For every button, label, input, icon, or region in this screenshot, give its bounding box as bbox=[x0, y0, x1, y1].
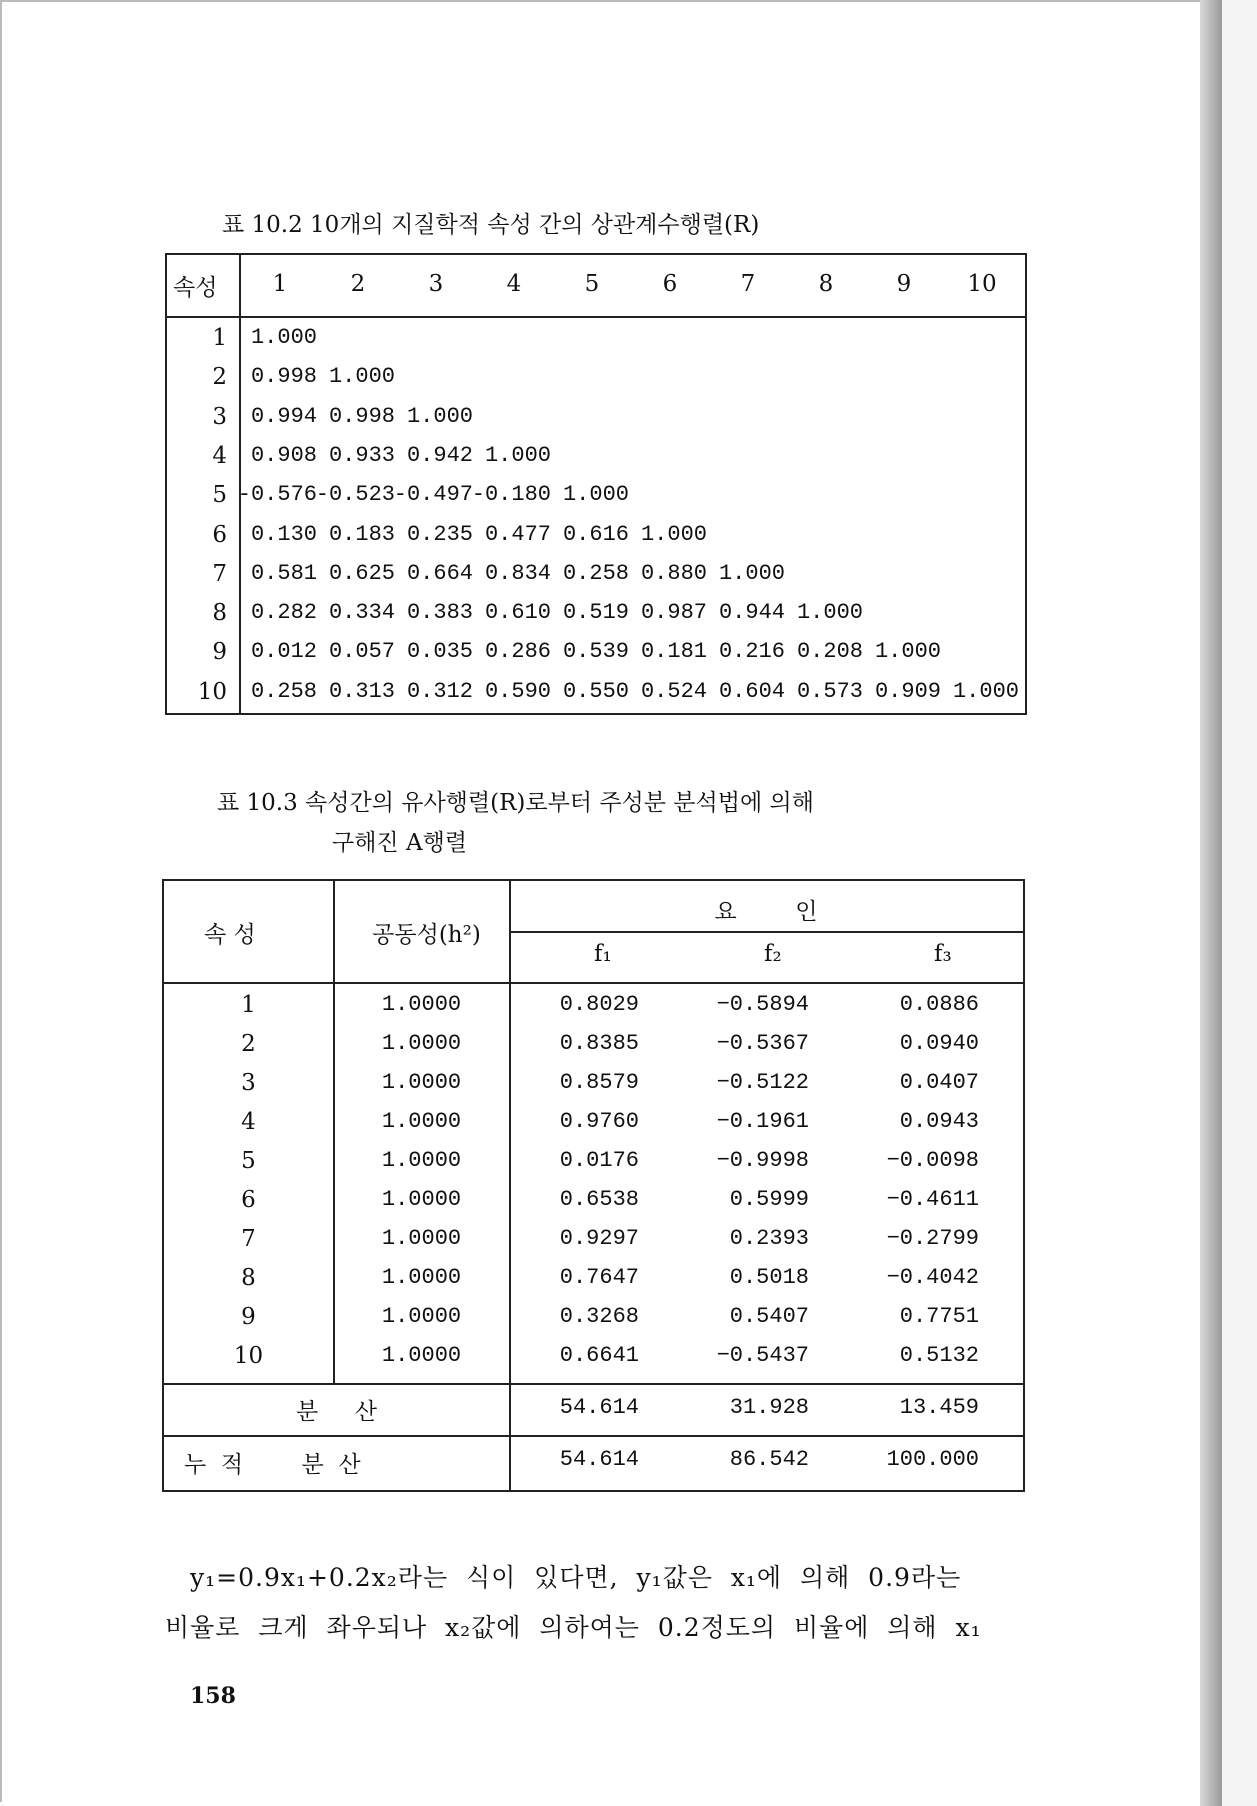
table2-variance: 31.928 bbox=[729, 1395, 809, 1420]
table2-factor-loading: 0.9760 bbox=[559, 1109, 639, 1134]
table1-cell: -0.497 bbox=[393, 482, 473, 508]
table1-col-header: 5 bbox=[584, 271, 600, 297]
table2-factor-loading: 0.6641 bbox=[559, 1343, 639, 1368]
table2-attr: 10 bbox=[233, 1343, 264, 1369]
table2-factor-loading: −0.4042 bbox=[886, 1265, 979, 1290]
table2-factor-loading: −0.1961 bbox=[716, 1109, 809, 1134]
table1-col-header: 6 bbox=[662, 271, 678, 297]
table1-corner-label: 속성 bbox=[173, 275, 218, 301]
table2-factor-divider bbox=[509, 931, 1023, 933]
table1-col-header: 3 bbox=[428, 271, 444, 297]
table2-factor-loading: 0.0886 bbox=[899, 992, 979, 1017]
table1-cell: 1.000 bbox=[406, 403, 473, 429]
table2-factor-loading: −0.5367 bbox=[716, 1031, 809, 1056]
table1-cell: 1.000 bbox=[562, 482, 629, 508]
table1-cell: 0.181 bbox=[640, 639, 707, 665]
table1-cell: 0.282 bbox=[250, 600, 317, 626]
table1-cell: 0.383 bbox=[406, 600, 473, 626]
table1-cell: 1.000 bbox=[640, 521, 707, 547]
table2-factor-loading: 0.7647 bbox=[559, 1265, 639, 1290]
table1-cell: 0.590 bbox=[484, 678, 551, 704]
table1-cell: 1.000 bbox=[484, 442, 551, 468]
page-number: 158 bbox=[190, 1683, 236, 1709]
table1-cell: 0.539 bbox=[562, 639, 629, 665]
table2-factor-loading: −0.2799 bbox=[886, 1226, 979, 1251]
a-matrix-table bbox=[162, 879, 1025, 1492]
table1-cell: 0.286 bbox=[484, 639, 551, 665]
table1-cell: 1.000 bbox=[796, 600, 863, 626]
table2-attr: 6 bbox=[241, 1187, 256, 1213]
table1-cell: -0.180 bbox=[471, 482, 551, 508]
table1-cell: 0.477 bbox=[484, 521, 551, 547]
table1-caption: 표 10.2 10개의 지질학적 속성 간의 상관계수행렬(R) bbox=[222, 212, 760, 238]
table2-attr: 4 bbox=[241, 1109, 256, 1135]
table2-factor-loading: −0.5122 bbox=[716, 1070, 809, 1095]
table2-cumulative-divider bbox=[164, 1435, 1023, 1437]
table2-factor-loading: −0.5437 bbox=[716, 1343, 809, 1368]
table1-cell: 1.000 bbox=[952, 678, 1019, 704]
table1-cell: 0.012 bbox=[250, 639, 317, 665]
table2-factor-loading: −0.5894 bbox=[716, 992, 809, 1017]
table2-attr: 3 bbox=[241, 1070, 256, 1096]
table1-cell: 0.334 bbox=[328, 600, 395, 626]
table1-col-header: 10 bbox=[967, 271, 997, 297]
table2-attr: 1 bbox=[241, 992, 256, 1018]
table2-attr: 2 bbox=[241, 1031, 256, 1057]
table1-cell: 1.000 bbox=[328, 364, 395, 390]
table1-col-header: 9 bbox=[896, 271, 912, 297]
table1-cell: 0.057 bbox=[328, 639, 395, 665]
table1-row-label: 3 bbox=[212, 403, 227, 430]
table1-cell: 0.258 bbox=[250, 678, 317, 704]
table1-cell: 1.000 bbox=[718, 560, 785, 586]
table1-cell: -0.523 bbox=[315, 482, 395, 508]
table1-cell: 0.183 bbox=[328, 521, 395, 547]
table1-cell: 0.942 bbox=[406, 442, 473, 468]
page-margin bbox=[1222, 0, 1257, 1806]
table2-cumulative: 100.000 bbox=[886, 1447, 979, 1472]
table2-factor-loading: −0.4611 bbox=[886, 1187, 979, 1212]
table2-communality: 1.0000 bbox=[381, 1031, 462, 1056]
table1-cell: 0.909 bbox=[874, 678, 941, 704]
table1-cell: 0.235 bbox=[406, 521, 473, 547]
table1-cell: 0.604 bbox=[718, 678, 785, 704]
table2-factor-loading: 0.7751 bbox=[899, 1304, 979, 1329]
table1-cell: 0.610 bbox=[484, 600, 551, 626]
table2-factor-loading: 0.0943 bbox=[899, 1109, 979, 1134]
table2-factor-loading: 0.5407 bbox=[729, 1304, 809, 1329]
table2-attr: 8 bbox=[241, 1265, 256, 1291]
table1-cell: 0.998 bbox=[328, 403, 395, 429]
table2-factor-f3: f₃ bbox=[934, 941, 952, 967]
table1-row-label: 7 bbox=[212, 560, 227, 587]
table2-communality: 1.0000 bbox=[381, 992, 462, 1017]
table2-caption-line2: 구해진 A행렬 bbox=[332, 830, 468, 856]
table2-attr: 5 bbox=[241, 1148, 256, 1174]
table1-cell: 0.581 bbox=[250, 560, 317, 586]
table2-variance: 54.614 bbox=[559, 1395, 639, 1420]
table2-factor-loading: 0.8029 bbox=[559, 992, 639, 1017]
table1-row-label: 4 bbox=[212, 442, 227, 469]
table2-factor-loading: 0.5132 bbox=[899, 1343, 979, 1368]
table1-cell: 0.834 bbox=[484, 560, 551, 586]
table1-row-label: 2 bbox=[212, 364, 227, 391]
table2-factor-loading: 0.0940 bbox=[899, 1031, 979, 1056]
table2-attr: 9 bbox=[241, 1304, 256, 1330]
table2-factor-loading: 0.8579 bbox=[559, 1070, 639, 1095]
table1-cell: 0.994 bbox=[250, 403, 317, 429]
table1-cell: 0.880 bbox=[640, 560, 707, 586]
table1-row-label: 5 bbox=[212, 482, 227, 509]
table1-row-label: 9 bbox=[212, 639, 227, 666]
table2-cumulative: 86.542 bbox=[729, 1447, 809, 1472]
table2-communality: 1.0000 bbox=[381, 1109, 462, 1134]
table2-communality: 1.0000 bbox=[381, 1304, 462, 1329]
table1-cell: 0.987 bbox=[640, 600, 707, 626]
table2-caption-line1: 표 10.3 속성간의 유사행렬(R)로부터 주성분 분석법에 의해 bbox=[217, 790, 814, 816]
table2-factor-loading: 0.0407 bbox=[899, 1070, 979, 1095]
table2-communality: 1.0000 bbox=[381, 1070, 462, 1095]
table1-row-label: 10 bbox=[197, 678, 227, 705]
table1-cell: 0.573 bbox=[796, 678, 863, 704]
table2-variance: 13.459 bbox=[899, 1395, 979, 1420]
table1-cell: 0.933 bbox=[328, 442, 395, 468]
page-edge bbox=[1200, 0, 1222, 1806]
table1-cell: 0.908 bbox=[250, 442, 317, 468]
table2-factor-loading: 0.8385 bbox=[559, 1031, 639, 1056]
table2-factor-loading: 0.5999 bbox=[729, 1187, 809, 1212]
table1-cell: 1.000 bbox=[874, 639, 941, 665]
table2-communality: 1.0000 bbox=[381, 1343, 462, 1368]
table2-header-factor: 요 인 bbox=[714, 899, 818, 925]
table1-row-label: 8 bbox=[212, 600, 227, 627]
correlation-matrix-table bbox=[165, 253, 1027, 715]
table2-communality: 1.0000 bbox=[381, 1226, 462, 1251]
table1-cell: 0.519 bbox=[562, 600, 629, 626]
table1-row-label: 1 bbox=[212, 325, 227, 351]
table1-cell: 0.550 bbox=[562, 678, 629, 704]
table1-cell: 0.625 bbox=[328, 560, 395, 586]
table1-col-header: 2 bbox=[350, 271, 366, 297]
body-text-line1: y₁=0.9x₁+0.2x₂라는 식이 있다면, y₁값은 x₁에 의해 0.9라는 bbox=[190, 1563, 962, 1592]
table1-cell: 0.313 bbox=[328, 678, 395, 704]
table1-cell: 0.524 bbox=[640, 678, 707, 704]
table2-factor-loading: −0.0098 bbox=[886, 1148, 979, 1173]
table2-header-communality: 공동성(h²) bbox=[372, 922, 481, 948]
table2-factor-loading: 0.9297 bbox=[559, 1226, 639, 1251]
table2-factor-f1: f₁ bbox=[594, 941, 612, 967]
table2-factor-loading: 0.6538 bbox=[559, 1187, 639, 1212]
table1-cell: -0.576 bbox=[237, 482, 317, 508]
table2-factor-loading: 0.5018 bbox=[729, 1265, 809, 1290]
table2-attr: 7 bbox=[241, 1226, 256, 1252]
table2-variance-divider bbox=[164, 1383, 1023, 1385]
table1-cell: 0.208 bbox=[796, 639, 863, 665]
table2-header-divider bbox=[164, 982, 1023, 984]
table1-cell: 0.664 bbox=[406, 560, 473, 586]
table2-factor-loading: 0.0176 bbox=[559, 1148, 639, 1173]
table1-cell: 1.000 bbox=[250, 325, 317, 350]
table1-cell: 0.944 bbox=[718, 600, 785, 626]
table1-cell: 0.216 bbox=[718, 639, 785, 665]
table1-col-header: 7 bbox=[740, 271, 756, 297]
table2-factor-loading: 0.3268 bbox=[559, 1304, 639, 1329]
table1-col-header: 8 bbox=[818, 271, 834, 297]
table1-cell: 0.616 bbox=[562, 521, 629, 547]
table1-cell: 0.035 bbox=[406, 639, 473, 665]
table2-cumulative-label: 누 적 분 산 bbox=[184, 1452, 361, 1478]
table2-communality: 1.0000 bbox=[381, 1265, 462, 1290]
table2-communality: 1.0000 bbox=[381, 1148, 462, 1173]
table2-cumulative: 54.614 bbox=[559, 1447, 639, 1472]
table1-cell: 0.130 bbox=[250, 521, 317, 547]
table2-communality: 1.0000 bbox=[381, 1187, 462, 1212]
table2-factor-f2: f₂ bbox=[764, 941, 782, 967]
table2-factor-loading: −0.9998 bbox=[716, 1148, 809, 1173]
table1-cell: 0.312 bbox=[406, 678, 473, 704]
table1-cell: 0.258 bbox=[562, 560, 629, 586]
table1-col-header: 4 bbox=[506, 271, 522, 297]
body-text-line2: 비율로 크게 좌우되나 x₂값에 의하여는 0.2정도의 비율에 의해 x₁ bbox=[165, 1613, 982, 1642]
table2-factor-loading: 0.2393 bbox=[729, 1226, 809, 1251]
table2-variance-label: 분 산 bbox=[296, 1399, 377, 1425]
table1-col-header: 1 bbox=[272, 271, 288, 297]
table1-cell: 0.998 bbox=[250, 364, 317, 390]
table1-row-label: 6 bbox=[212, 521, 227, 548]
table2-header-attr: 속 성 bbox=[204, 922, 256, 948]
